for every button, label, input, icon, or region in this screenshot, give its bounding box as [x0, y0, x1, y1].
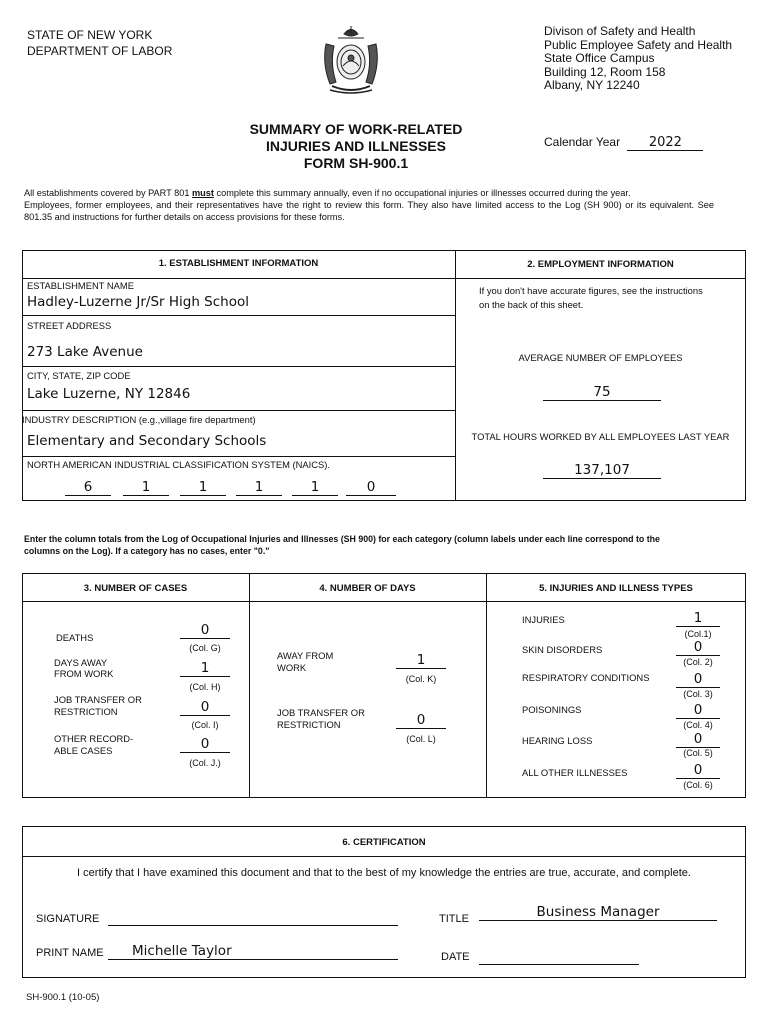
- print-name-value: Michelle Taylor: [132, 943, 232, 959]
- intro-must: must: [192, 188, 214, 198]
- column-ref: (Col. L): [406, 734, 436, 744]
- respiratory-field[interactable]: 0: [676, 671, 720, 688]
- job-transfer-days-field[interactable]: 0: [396, 712, 446, 729]
- other-recordable-field[interactable]: 0: [180, 736, 230, 753]
- divider: [486, 573, 487, 798]
- office-line: Building 12, Room 158: [544, 64, 666, 79]
- section4-title: 4. NUMBER OF DAYS: [319, 583, 416, 594]
- office-line: State Office Campus: [544, 51, 655, 65]
- divider: [249, 573, 250, 798]
- injuries-label: INJURIES: [522, 614, 565, 625]
- office-address: [544, 25, 732, 93]
- signature-field[interactable]: [108, 908, 398, 926]
- title-label: TITLE: [439, 913, 469, 925]
- signature-label: SIGNATURE: [36, 913, 100, 925]
- column-ref: (Col. 6): [683, 780, 713, 790]
- sections-3-5-box: [22, 573, 746, 798]
- divider: [22, 410, 455, 411]
- divider: [22, 456, 455, 457]
- city-state-zip-label: CITY, STATE, ZIP CODE: [27, 370, 131, 381]
- form-title: [200, 121, 512, 172]
- establishment-name-field[interactable]: Hadley-Luzerne Jr/Sr High School: [27, 294, 249, 310]
- job-transfer-label: JOB TRANSFER OR RESTRICTION: [54, 694, 142, 717]
- other-illnesses-label: ALL OTHER ILLNESSES: [522, 767, 628, 778]
- street-address-label: STREET ADDRESS: [27, 320, 112, 331]
- respiratory-label: RESPIRATORY CONDITIONS: [522, 672, 650, 683]
- deaths-label: DEATHS: [56, 632, 94, 643]
- divider: [22, 278, 746, 279]
- naics-digit-field[interactable]: 1: [292, 479, 338, 496]
- deaths-field[interactable]: 0: [180, 622, 230, 639]
- days-away-field[interactable]: 1: [180, 660, 230, 677]
- establishment-name-label: ESTABLISHMENT NAME: [27, 280, 134, 291]
- divider: [22, 366, 455, 367]
- hearing-loss-field[interactable]: 0: [676, 731, 720, 748]
- office-line: Public Employee Safety and Health: [544, 37, 733, 52]
- section1-title: 1. ESTABLISHMENT INFORMATION: [158, 258, 319, 269]
- agency-header: [27, 27, 172, 59]
- section3-title: 3. NUMBER OF CASES: [83, 583, 188, 594]
- date-field[interactable]: [479, 947, 639, 965]
- divider: [22, 315, 455, 316]
- industry-description-field[interactable]: Elementary and Secondary Schools: [27, 433, 267, 449]
- title-line: FORM SH-900.1: [303, 155, 409, 171]
- skin-disorders-field[interactable]: 0: [676, 639, 720, 656]
- naics-digit-field[interactable]: 6: [65, 479, 111, 496]
- column-ref: (Col. 5): [683, 748, 713, 758]
- total-hours-label: TOTAL HOURS WORKED BY ALL EMPLOYEES LAST YEAR: [471, 431, 730, 442]
- certification-statement: I certify that I have examined this document and that to the best of my knowledge the entries are true, accurate, and complete.: [77, 867, 691, 879]
- office-line: Albany, NY 12240: [544, 78, 640, 92]
- title-line: INJURIES AND ILLNESSES: [266, 138, 446, 154]
- intro-part: complete this summary annually, even if no occupational injuries or illnesses occurred during the year.: [213, 188, 631, 198]
- column-instructions: Enter the column totals from the Log of Occupational Injuries and Illnesses (SH 900) for each category (column labels under each line correspond to the columns on the Log). If a category has no cases, enter "0.": [24, 534, 660, 556]
- calendar-year-label: Calendar Year: [544, 135, 621, 149]
- job-transfer-field[interactable]: 0: [180, 699, 230, 716]
- column-ref: (Col. J.): [189, 758, 221, 768]
- column-ref: (Col. 4): [683, 720, 713, 730]
- other-recordable-label: OTHER RECORD- ABLE CASES: [54, 733, 134, 756]
- job-transfer-days-label: JOB TRANSFER OR RESTRICTION: [277, 707, 365, 730]
- calendar-year-field[interactable]: 2022: [627, 135, 703, 151]
- intro-part: All establishments covered by PART 801: [24, 188, 193, 198]
- date-label: DATE: [441, 951, 470, 963]
- injuries-field[interactable]: 1: [676, 610, 720, 627]
- column-ref: (Col. 3): [683, 689, 713, 699]
- naics-digit-field[interactable]: 1: [123, 479, 169, 496]
- column-ref: (Col. K): [405, 674, 437, 684]
- divider: [22, 856, 746, 857]
- section5-title: 5. INJURIES AND ILLNESS TYPES: [539, 583, 693, 594]
- hearing-loss-label: HEARING LOSS: [522, 735, 593, 746]
- street-address-field[interactable]: 273 Lake Avenue: [27, 344, 143, 360]
- total-hours-field[interactable]: 137,107: [543, 462, 661, 479]
- intro-text: [24, 187, 714, 223]
- print-name-label: PRINT NAME: [36, 947, 104, 959]
- other-illnesses-field[interactable]: 0: [676, 762, 720, 779]
- state-name: STATE OF NEW YORK: [27, 28, 153, 42]
- poisonings-label: POISONINGS: [522, 704, 582, 715]
- title-line: SUMMARY OF WORK-RELATED: [249, 121, 463, 137]
- industry-description-label: INDUSTRY DESCRIPTION (e.g.,village fire department): [22, 414, 256, 425]
- office-line: Divison of Safety and Health: [544, 24, 696, 38]
- column-ref: (Col. 2): [683, 657, 713, 667]
- divider: [455, 250, 456, 501]
- naics-label: NORTH AMERICAN INDUSTRIAL CLASSIFICATION SYSTEM (NAICS).: [27, 459, 330, 470]
- calendar-year: [544, 135, 703, 151]
- column-ref: (Col.1): [684, 629, 712, 639]
- average-employees-field[interactable]: 75: [543, 384, 661, 401]
- days-away-label: DAYS AWAY FROM WORK: [54, 657, 114, 679]
- column-ref: (Col. I): [191, 720, 219, 730]
- naics-digit-field[interactable]: 1: [180, 479, 226, 496]
- away-from-work-days-field[interactable]: 1: [396, 652, 446, 669]
- poisonings-field[interactable]: 0: [676, 702, 720, 719]
- department-name: DEPARTMENT OF LABOR: [27, 44, 173, 58]
- print-name-field[interactable]: [108, 943, 398, 960]
- divider: [22, 601, 746, 602]
- skin-disorders-label: SKIN DISORDERS: [522, 644, 603, 655]
- naics-digit-field[interactable]: 0: [346, 479, 396, 496]
- form-id: SH-900.1 (10-05): [26, 992, 100, 1003]
- new-york-state-seal-icon: [318, 24, 384, 94]
- away-from-work-label: AWAY FROM WORK: [277, 650, 334, 673]
- section6-title: 6. CERTIFICATION: [342, 837, 426, 848]
- title-field[interactable]: Business Manager: [479, 904, 717, 921]
- naics-digit-field[interactable]: 1: [236, 479, 282, 496]
- column-ref: (Col. G): [189, 643, 221, 653]
- city-state-zip-field[interactable]: Lake Luzerne, NY 12846: [27, 386, 191, 402]
- average-employees-label: AVERAGE NUMBER OF EMPLOYEES: [518, 352, 683, 363]
- intro-line2: Employees, former employees, and their representatives have the right to review this form. They also have limited access to the Log (SH 900) or its equivalent. See 801.35 and instructions for further details on access provisions for these forms.: [24, 200, 714, 222]
- column-ref: (Col. H): [189, 682, 221, 692]
- employment-note: If you don't have accurate figures, see the instructions on the back of this sheet.: [479, 285, 703, 310]
- section2-title: 2. EMPLOYMENT INFORMATION: [527, 259, 674, 270]
